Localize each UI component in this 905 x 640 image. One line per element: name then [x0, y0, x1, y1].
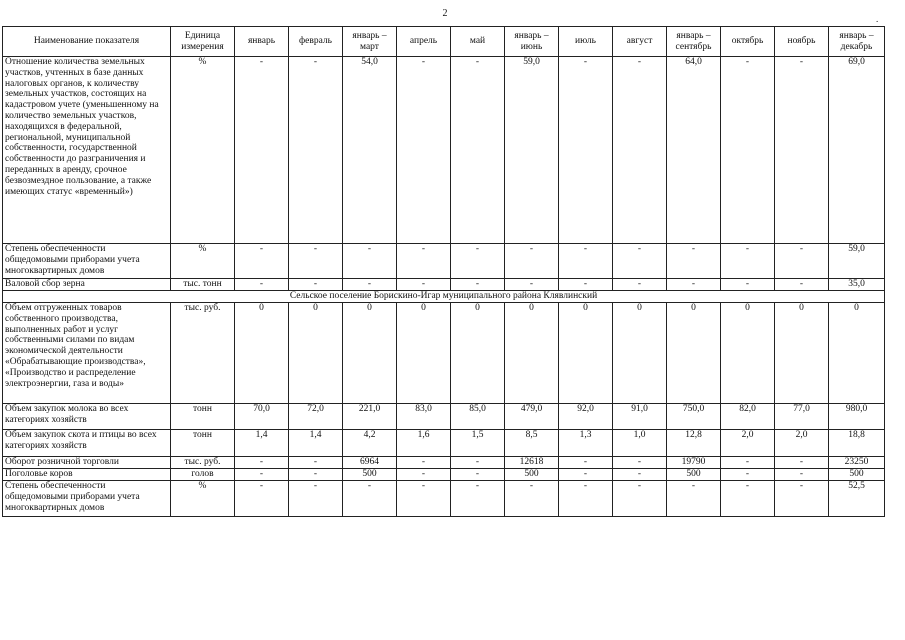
indicator-name: Объем отгруженных товаров собственного производства, выполненных работ и услуг собственными силами по видам экономической деятельности «Обрабатывающие производства», «Производство и распределение электроэнергии, газа и воды»	[3, 303, 171, 404]
value-cell: -	[451, 244, 505, 279]
value-cell: 500	[667, 469, 721, 481]
value-cell: -	[289, 481, 343, 517]
value-cell: -	[235, 279, 289, 291]
value-cell: -	[721, 481, 775, 517]
value-cell: -	[505, 481, 559, 517]
value-cell: -	[613, 457, 667, 469]
indicator-name: Объем закупок молока во всех категориях хозяйств	[3, 404, 171, 430]
value-cell: -	[613, 481, 667, 517]
indicator-unit: тыс. руб.	[171, 457, 235, 469]
value-cell: 0	[829, 303, 885, 404]
value-cell: 1,6	[397, 430, 451, 457]
value-cell: -	[613, 279, 667, 291]
value-cell: 1,5	[451, 430, 505, 457]
page-number: 2	[442, 8, 448, 19]
column-header: май	[451, 27, 505, 57]
value-cell: -	[559, 279, 613, 291]
table-row	[3, 404, 885, 430]
value-cell: 2,0	[775, 430, 829, 457]
indicator-unit: %	[171, 481, 235, 517]
value-cell: -	[505, 279, 559, 291]
table-row	[3, 457, 885, 469]
table-row	[3, 244, 885, 279]
section-title: Сельское поселение Борискино-Игар муниципального района Клявлинский	[3, 291, 885, 303]
value-cell: 12618	[505, 457, 559, 469]
value-cell: -	[343, 244, 397, 279]
indicators-table	[2, 26, 885, 517]
column-header: январь – март	[343, 27, 397, 57]
value-cell: -	[667, 481, 721, 517]
value-cell: 19790	[667, 457, 721, 469]
value-cell: -	[235, 57, 289, 244]
value-cell: -	[397, 481, 451, 517]
value-cell: 1,3	[559, 430, 613, 457]
indicator-name: Объем закупок скота и птицы во всех категориях хозяйств	[3, 430, 171, 457]
value-cell: 980,0	[829, 404, 885, 430]
value-cell: 72,0	[289, 404, 343, 430]
value-cell: 6964	[343, 457, 397, 469]
indicator-name: Оборот розничной торговли	[3, 457, 171, 469]
value-cell: -	[289, 57, 343, 244]
indicator-unit: %	[171, 57, 235, 244]
value-cell: 59,0	[505, 57, 559, 244]
value-cell: -	[559, 244, 613, 279]
column-header: октябрь	[721, 27, 775, 57]
column-header: Наименование показателя	[3, 27, 171, 57]
value-cell: 23250	[829, 457, 885, 469]
value-cell: 4,2	[343, 430, 397, 457]
value-cell: 500	[829, 469, 885, 481]
value-cell: -	[721, 244, 775, 279]
value-cell: -	[721, 57, 775, 244]
column-header: ноябрь	[775, 27, 829, 57]
value-cell: 0	[397, 303, 451, 404]
table-row	[3, 303, 885, 404]
value-cell: -	[235, 457, 289, 469]
column-header: январь	[235, 27, 289, 57]
value-cell: -	[775, 279, 829, 291]
table-row	[3, 430, 885, 457]
value-cell: -	[397, 279, 451, 291]
value-cell: 0	[721, 303, 775, 404]
value-cell: -	[343, 279, 397, 291]
value-cell: -	[397, 244, 451, 279]
value-cell: -	[559, 57, 613, 244]
value-cell: 1,4	[235, 430, 289, 457]
value-cell: -	[289, 469, 343, 481]
value-cell: 0	[343, 303, 397, 404]
value-cell: -	[289, 279, 343, 291]
value-cell: 2,0	[721, 430, 775, 457]
value-cell: 1,4	[289, 430, 343, 457]
value-cell: 92,0	[559, 404, 613, 430]
column-header: январь – декабрь	[829, 27, 885, 57]
value-cell: -	[667, 279, 721, 291]
value-cell: 0	[451, 303, 505, 404]
table-row	[3, 57, 885, 244]
value-cell: 750,0	[667, 404, 721, 430]
value-cell: 83,0	[397, 404, 451, 430]
value-cell: 0	[289, 303, 343, 404]
value-cell: 0	[235, 303, 289, 404]
value-cell: -	[289, 457, 343, 469]
value-cell: 479,0	[505, 404, 559, 430]
value-cell: -	[559, 469, 613, 481]
column-header: Единица измерения	[171, 27, 235, 57]
value-cell: 1,0	[613, 430, 667, 457]
table-row	[3, 481, 885, 517]
indicator-name: Степень обеспеченности общедомовыми приборами учета многоквартирных домов	[3, 481, 171, 517]
value-cell: -	[775, 457, 829, 469]
value-cell: -	[451, 457, 505, 469]
value-cell: 0	[559, 303, 613, 404]
value-cell: 54,0	[343, 57, 397, 244]
value-cell: -	[289, 244, 343, 279]
indicator-name: Поголовье коров	[3, 469, 171, 481]
value-cell: 69,0	[829, 57, 885, 244]
value-cell: 91,0	[613, 404, 667, 430]
value-cell: 0	[667, 303, 721, 404]
indicator-name: Отношение количества земельных участков, учтенных в базе данных налоговых органов, к количеству земельных участков, состоящих на кадастровом учете (уменьшенному на количество земельных участков, находящихся в федеральной, региональной, муниципальной собственности, государственной собственности до разграничения и переданных в аренду, срочное безвозмездное пользование, а также имеющих статус «временный»)	[3, 57, 171, 244]
column-header: январь – июнь	[505, 27, 559, 57]
value-cell: 0	[613, 303, 667, 404]
column-header: январь – сентябрь	[667, 27, 721, 57]
value-cell: -	[559, 481, 613, 517]
value-cell: -	[613, 57, 667, 244]
value-cell: 52,5	[829, 481, 885, 517]
value-cell: 77,0	[775, 404, 829, 430]
indicator-unit: %	[171, 244, 235, 279]
column-header: февраль	[289, 27, 343, 57]
value-cell: -	[775, 244, 829, 279]
indicator-unit: тыс. руб.	[171, 303, 235, 404]
value-cell: 85,0	[451, 404, 505, 430]
table-row	[3, 279, 885, 291]
value-cell: 70,0	[235, 404, 289, 430]
value-cell: -	[397, 57, 451, 244]
value-cell: -	[451, 481, 505, 517]
indicator-name: Степень обеспеченности общедомовыми приборами учета многоквартирных домов	[3, 244, 171, 279]
column-header: апрель	[397, 27, 451, 57]
value-cell: -	[775, 481, 829, 517]
value-cell: 0	[775, 303, 829, 404]
indicator-unit: тыс. тонн	[171, 279, 235, 291]
value-cell: 64,0	[667, 57, 721, 244]
table-header-row	[3, 27, 885, 57]
value-cell: -	[721, 279, 775, 291]
value-cell: -	[721, 469, 775, 481]
value-cell: 12,8	[667, 430, 721, 457]
value-cell: 500	[505, 469, 559, 481]
value-cell: -	[397, 469, 451, 481]
value-cell: -	[451, 279, 505, 291]
value-cell: 0	[505, 303, 559, 404]
value-cell: -	[775, 57, 829, 244]
value-cell: 18,8	[829, 430, 885, 457]
value-cell: 59,0	[829, 244, 885, 279]
value-cell: 221,0	[343, 404, 397, 430]
section-row	[3, 291, 885, 303]
value-cell: 8,5	[505, 430, 559, 457]
value-cell: -	[235, 244, 289, 279]
value-cell: -	[235, 469, 289, 481]
column-header: июль	[559, 27, 613, 57]
value-cell: -	[613, 244, 667, 279]
value-cell: -	[721, 457, 775, 469]
indicator-name: Валовой сбор зерна	[3, 279, 171, 291]
value-cell: -	[667, 244, 721, 279]
value-cell: 82,0	[721, 404, 775, 430]
corner-mark: .	[876, 14, 879, 24]
value-cell: -	[451, 469, 505, 481]
value-cell: -	[235, 481, 289, 517]
value-cell: 35,0	[829, 279, 885, 291]
indicator-unit: тонн	[171, 404, 235, 430]
table-row	[3, 469, 885, 481]
value-cell: -	[505, 244, 559, 279]
value-cell: -	[397, 457, 451, 469]
indicator-unit: голов	[171, 469, 235, 481]
column-header: август	[613, 27, 667, 57]
indicator-unit: тонн	[171, 430, 235, 457]
value-cell: 500	[343, 469, 397, 481]
value-cell: -	[775, 469, 829, 481]
value-cell: -	[613, 469, 667, 481]
value-cell: -	[559, 457, 613, 469]
value-cell: -	[343, 481, 397, 517]
value-cell: -	[451, 57, 505, 244]
